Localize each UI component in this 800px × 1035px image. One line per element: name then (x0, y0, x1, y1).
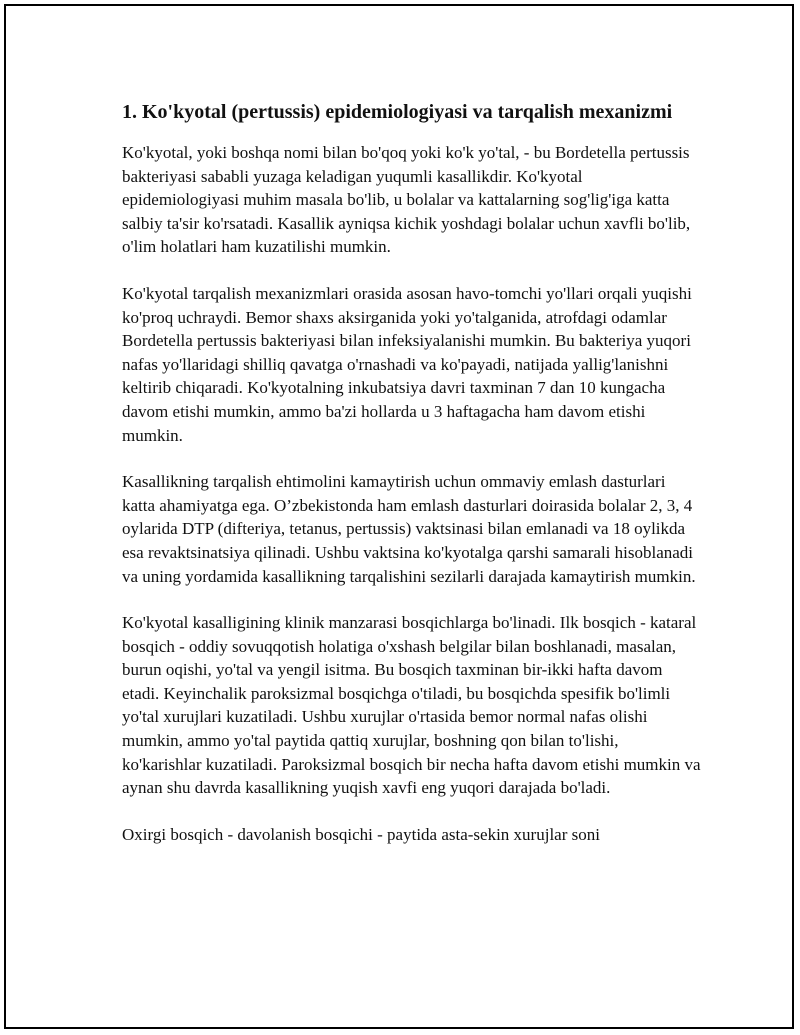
paragraph-3: Kasallikning tarqalish ehtimolini kamaytirish uchun ommaviy emlash dasturlari katta ahamiyatga ega. O’zbekistonda ham emlash dasturlari doirasida bolalar 2, 3, 4 oylarida DTP (difteriya, tetanus, pertussis) vaktsinasi bilan emlanadi va 18 oylikda esa revaktsinatsiya qilinadi. Ushbu vaktsina ko'kyotalga qarshi samarali hisoblanadi va uning yordamida kasallikning tarqalishini sezilarli darajada kamaytirish mumkin. (122, 472, 696, 586)
document-body (122, 99, 702, 869)
section-heading: 1. Ko'kyotal (pertussis) epidemiologiyasi va tarqalish mexanizmi (122, 101, 673, 123)
paragraph-2: Ko'kyotal tarqalish mexanizmlari orasida asosan havo-tomchi yo'llari orqali yuqishi ko'proq uchraydi. Bemor shaxs aksirganida yoki yo'talganida, atrofdagi odamlar Bordetella pertussis bakteriyasi bilan infeksiyalanishi mumkin. Bu bakteriya yuqori nafas yo'llaridagi shilliq qavatga o'rnashadi va ko'payadi, natijada yallig'lanishni keltirib chiqaradi. Ko'kyotalning inkubatsiya davri taxminan 7 dan 10 kungacha davom etishi mumkin, ammo ba'zi hollarda u 3 haftagacha ham davom etishi mumkin. (122, 283, 692, 445)
paragraph-1: Ko'kyotal, yoki boshqa nomi bilan bo'qoq yoki ko'k yo'tal, - bu Bordetella pertussis bakteriyasi sababli yuzaga keladigan yuqumli kasallikdir. Ko'kyotal epidemiologiyasi muhim masala bo'lib, u bolalar va kattalarning sog'lig'iga katta salbiy ta'sir ko'rsatadi. Kasallik ayniqsa kichik yoshdagi bolalar uchun xavfli bo'lib, o'lim holatlari ham kuzatilishi mumkin. (122, 143, 691, 257)
paragraph-5: Oxirgi bosqich - davolanish bosqichi - paytida asta-sekin xurujlar soni (122, 824, 600, 844)
paragraph-4: Ko'kyotal kasalligining klinik manzarasi bosqichlarga bo'linadi. Ilk bosqich - kataral bosqich - oddiy sovuqqotish holatiga o'xshash belgilar bilan boshlanadi, masalan, burun oqishi, yo'tal va yengil isitma. Bu bosqich taxminan bir-ikki hafta davom etadi. Keyinchalik paroksizmal bosqichga o'tiladi, bu bosqichda spesifik bo'limli yo'tal xurujlari kuzatiladi. Ushbu xurujlar o'rtasida bemor normal nafas olishi mumkin, ammo yo'tal paytida qattiq xurujlar, boshning qon bilan to'lishi, ko'karishlar kuzatiladi. Paroksizmal bosqich bir necha hafta davom etishi mumkin va aynan shu davrda kasallikning yuqish xavfi eng yuqori darajada bo'ladi. (122, 613, 701, 798)
page-frame (4, 4, 794, 1029)
